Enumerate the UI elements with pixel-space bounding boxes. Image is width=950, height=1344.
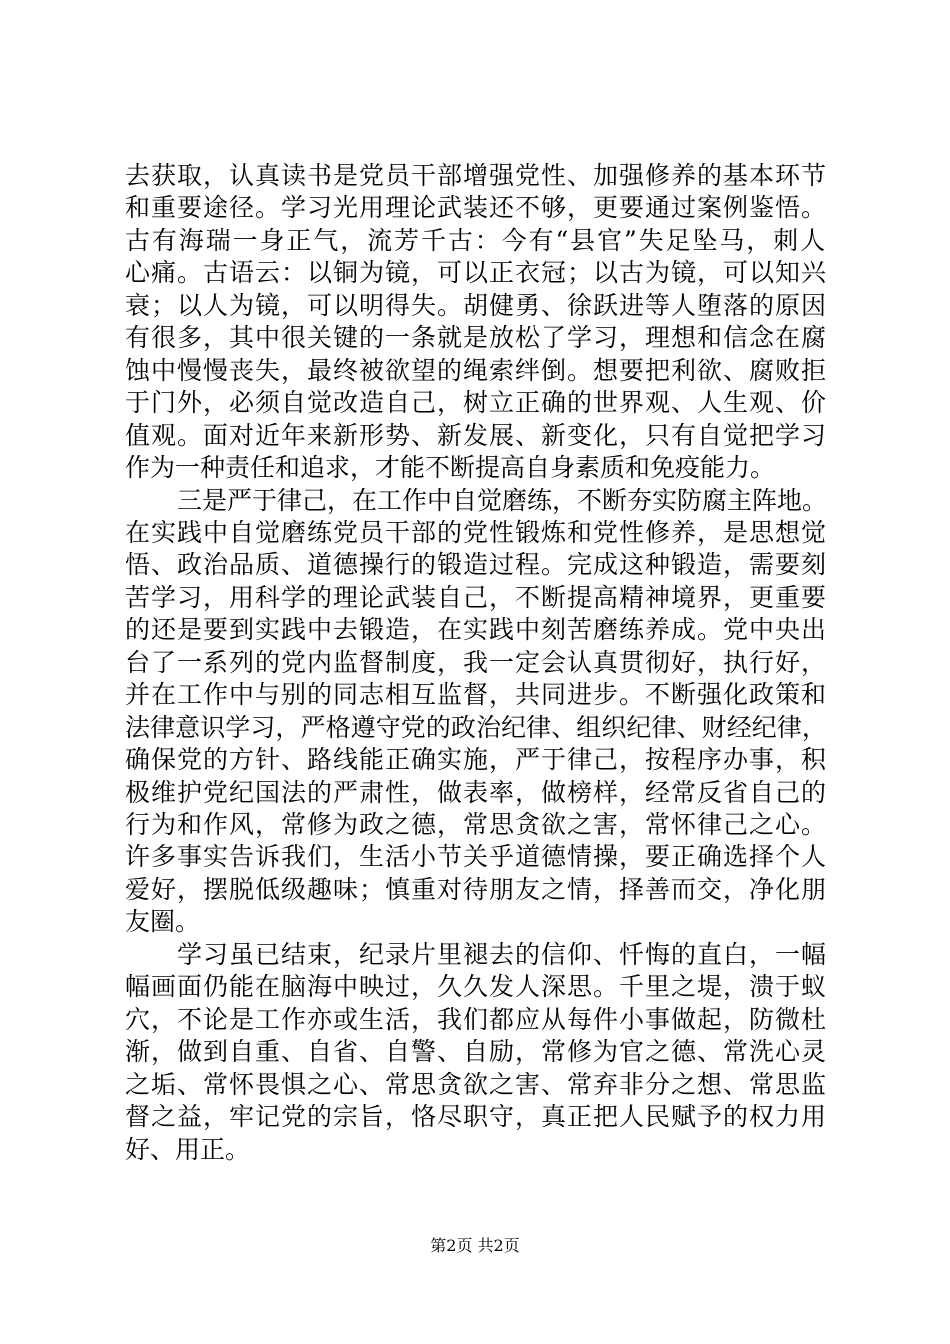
text-line: 爱好，摆脱低级趣味；慎重对待朋友之情，择善而交，净化朋 — [125, 874, 827, 904]
text-line: 在实践中自觉磨练党员干部的党性锻炼和党性修养，是思想觉 — [125, 517, 827, 547]
text-line: 作为一种责任和追求，才能不断提高自身素质和免疫能力。 — [125, 453, 776, 483]
text-line: 督之益，牢记党的宗旨，恪尽职守，真正把人民赋予的权力用 — [125, 1102, 827, 1132]
text-line: 台了一系列的党内监督制度，我一定会认真贯彻好，执行好， — [125, 647, 827, 677]
text-line: 值观。面对近年来新形势、新发展、新变化，只有自觉把学习 — [125, 420, 827, 450]
text-line: 穴，不论是工作亦或生活，我们都应从每件小事做起，防微杜 — [125, 1004, 827, 1034]
text-line: 学习虽已结束，纪录片里褪去的信仰、忏悔的直白，一幅 — [177, 939, 827, 969]
text-line: 幅画面仍能在脑海中映过，久久发人深思。千里之堤，溃于蚁 — [125, 972, 827, 1002]
text-line: 蚀中慢慢丧失，最终被欲望的绳索绊倒。想要把利欲、腐败拒 — [125, 355, 827, 385]
text-line: 渐，做到自重、自省、自警、自励，常修为官之德、常洗心灵 — [125, 1037, 827, 1067]
text-line: 去获取，认真读书是党员干部增强党性、加强修养的基本环节 — [125, 161, 827, 190]
text-line: 的还是要到实践中去锻造，在实践中刻苦磨练养成。党中央出 — [125, 615, 827, 645]
text-line: 和重要途径。学习光用理论武装还不够，更要通过案例鉴悟。 — [125, 193, 827, 223]
text-line: 之垢、常怀畏惧之心、常思贪欲之害、常弃非分之想、常思监 — [125, 1069, 827, 1099]
text-line: 苦学习，用科学的理论武装自己，不断提高精神境界，更重要 — [125, 582, 827, 612]
text-line: 行为和作风，常修为政之德，常思贪欲之害，常怀律己之心。 — [125, 810, 827, 839]
text-line: 许多事实告诉我们，生活小节关乎道德情操，要正确选择个人 — [125, 842, 827, 872]
page-footer: 第2页 共2页 — [430, 1236, 520, 1255]
text-line: 法律意识学习，严格遵守党的政治纪律、组织纪律、财经纪律， — [125, 712, 827, 742]
text-line: 于门外，必须自觉改造自己，树立正确的世界观、人生观、价 — [125, 388, 827, 418]
text-line: 确保党的方针、路线能正确实施，严于律己，按程序办事，积 — [125, 745, 827, 775]
text-line: 悟、政治品质、道德操行的锻造过程。完成这种锻造，需要刻 — [125, 550, 827, 580]
text-line: 友圈。 — [125, 907, 201, 937]
text-line: 衰；以人为镜，可以明得失。胡健勇、徐跃进等人堕落的原因 — [125, 290, 827, 320]
text-line: 有很多，其中很关键的一条就是放松了学习，理想和信念在腐 — [125, 323, 827, 353]
text-line: 古有海瑞一身正气，流芳千古：今有“县官”失足坠马，刺人 — [125, 225, 827, 255]
text-line: 心痛。古语云：以铜为镜，可以正衣冠；以古为镜，可以知兴 — [125, 258, 827, 288]
text-line: 好、用正。 — [125, 1134, 251, 1164]
text-line: 极维护党纪国法的严肃性，做表率，做榜样，经常反省自己的 — [125, 777, 827, 807]
text-line: 并在工作中与别的同志相互监督，共同进步。不断强化政策和 — [125, 680, 827, 710]
text-line: 三是严于律己，在工作中自觉磨练，不断夯实防腐主阵地。 — [177, 485, 827, 515]
